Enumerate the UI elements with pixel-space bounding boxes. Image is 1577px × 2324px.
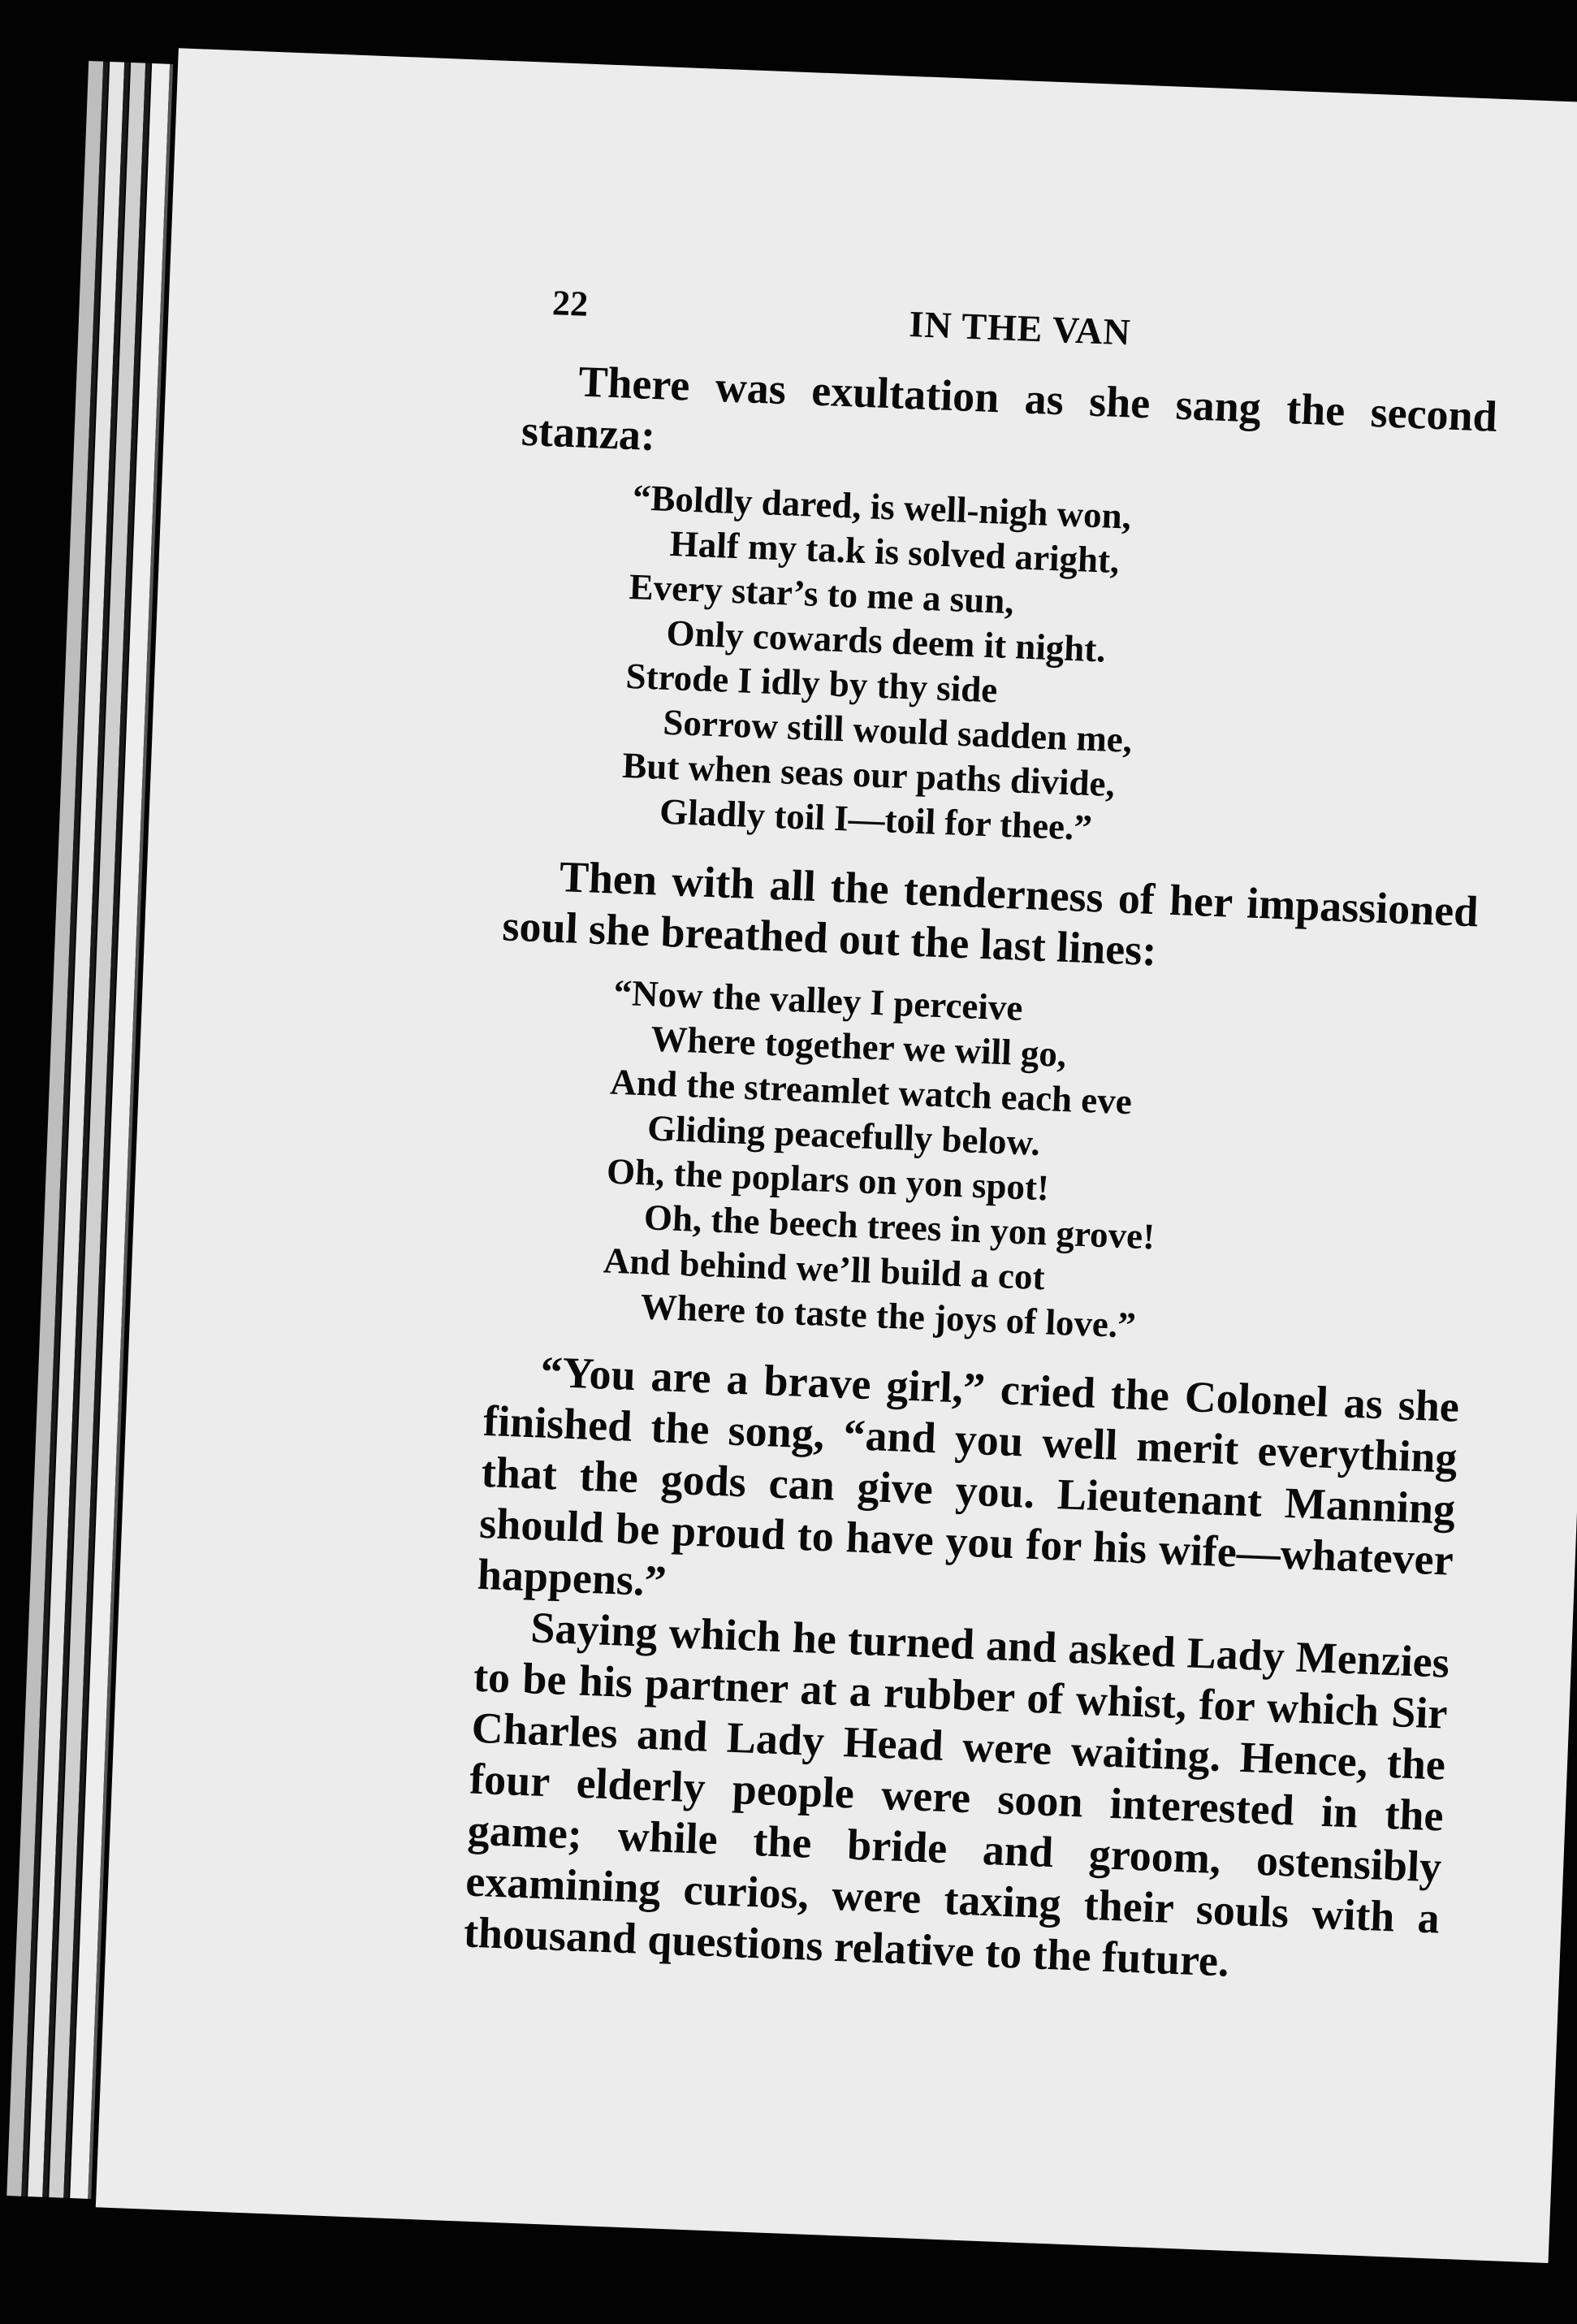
book-page (96, 48, 1577, 2263)
paragraph: “You are a brave girl,” cried the Colonel as she finished the song, “and you well merit everything that the gods can give you. Lieutenant Manning should be proud to have you for his wife—whatever happens.” (476, 1347, 1461, 1606)
paragraph: Then with all the tenderness of her impassioned soul she breathed out the last lines: (501, 852, 1480, 976)
verse-line: Every star’s to me a sun, (628, 566, 1015, 622)
verse-line: Oh, the poplars on yon spot! (606, 1150, 1050, 1209)
verse-stanza (601, 971, 1475, 1361)
verse-line: Strode I idly by thy side (624, 655, 999, 711)
verse-line: But when seas our paths divide, (621, 744, 1116, 805)
verse-line: Half my ta.k is solved aright, (669, 522, 1121, 582)
verse-line: Only cowards deem it night. (665, 612, 1107, 670)
verse-line: Gliding peacefully below. (646, 1107, 1041, 1163)
page-number: 22 (551, 283, 590, 324)
verse-line: Where together we will go, (650, 1018, 1068, 1075)
verse-line: And the streamlet watch each eve (609, 1061, 1133, 1123)
verse-line: Sorrow still would sadden me, (662, 701, 1134, 760)
paragraph: Saying which he turned and asked Lady Menzies to be his partner at a rubber of whist, for which Sir Charles and Lady Head were waiting. Hence, the four elderly people were soon interested in the game; while the bride and groom, ostensibly examining curios, were taxing their souls with a thousand questions relative to the future. (462, 1603, 1450, 1986)
verse-line: And behind we’ll build a cot (603, 1240, 1046, 1298)
verse-line: Where to taste the joys of love.” (639, 1286, 1137, 1346)
book-spread (6, 45, 1577, 2263)
running-head: IN THE VAN (908, 303, 1132, 353)
verse-stanza (620, 475, 1493, 865)
verse-line: Oh, the beech trees in yon grove! (643, 1197, 1156, 1257)
page-body (463, 354, 1498, 1996)
paragraph: There was exultation as she sang the second stanza: (521, 357, 1498, 461)
verse-line: Gladly toil I—toil for thee.” (659, 790, 1093, 849)
verse-line: “Boldly dared, is well-nigh won, (632, 477, 1132, 537)
verse-line: “Now the valley I perceive (612, 972, 1024, 1028)
